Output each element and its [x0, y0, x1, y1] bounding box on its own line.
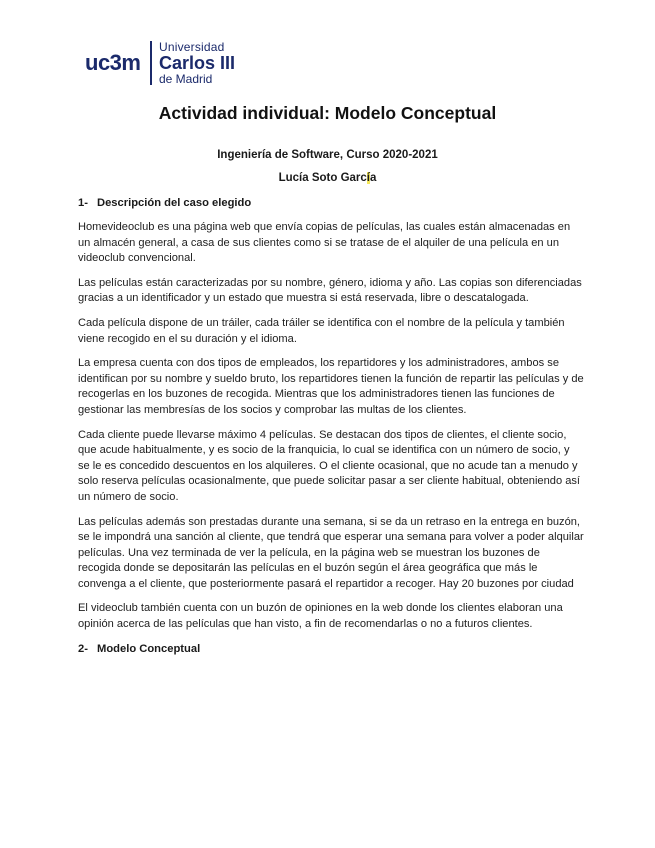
section-number: 2-: [78, 642, 88, 655]
section-conceptual-model: [78, 642, 584, 656]
logo-wordmark: [159, 41, 235, 85]
logo-line-2: Carlos III: [158, 53, 236, 73]
logo-line-3: de Madrid: [158, 72, 213, 86]
section-title: Descripción del caso elegido: [97, 197, 252, 209]
document-subtitle: Ingeniería de Software, Curso 2020-2021: [217, 149, 438, 161]
author-name-part-2: a: [369, 172, 377, 184]
paragraph: Las películas están caracterizadas por su nombre, género, idioma y año. Las copias son diferenciadas gracias a un identificador y un estado que muestra si está reservada, libre o descatalogada.: [78, 276, 582, 305]
paragraph: Cada cliente puede llevarse máximo 4 películas. Se destacan dos tipos de clientes, el cliente socio, que acude habitualmente, y es socio de la franquicia, lo cual se identifica con un número de socio, y se le es concedido descuentos en los alquileres. O el cliente ocasional, que no acude tan a menudo y solo reserva películas ocasionalmente, que puede solicitar pasar a ser cliente habitual, obteniendo así un número de socio.: [78, 428, 580, 503]
logo-line-1: Universidad: [158, 40, 225, 54]
author-name-part-1: Lucía Soto Garc: [278, 172, 367, 184]
document-title: Actividad individual: Modelo Conceptual: [158, 103, 497, 123]
paragraph: Homevideoclub es una página web que envía copias de películas, las cuales están almacenadas en un almacén general, a casa de sus clientes como si se tratase de el alquiler de una película en un videoclub convencional.: [78, 221, 571, 265]
section-number: 1-: [78, 197, 88, 209]
section-heading: [78, 196, 584, 210]
section-description: [78, 196, 584, 633]
highlighted-character: í: [366, 172, 370, 184]
logo-divider: [150, 41, 152, 85]
logo-mark: uc3m: [85, 50, 141, 75]
paragraph: La empresa cuenta con dos tipos de empleados, los repartidores y los administradores, ambos se identifican por su nombre y sueldo bruto, los repartidores tienen la función de repartir las películas y de recogerlas en los buzones de recogida. Mientras que los administradores tienen las funciones de gestionar las membresías de los socios y comprobar las multas de los clientes.: [78, 357, 584, 416]
document-author: [0, 172, 655, 184]
paragraph: El videoclub también cuenta con un buzón de opiniones en la web donde los clientes elaboran una opinión acerca de las películas que han visto, a fin de recomendarlas o no a futuros clientes.: [78, 602, 563, 631]
paragraph: Las películas además son prestadas durante una semana, si se da un retraso en la entrega en buzón, se le impondrá una sanción al cliente, que tendrá que esperar una semana para volver a poder alquilar películas. Una vez terminada de ver la película, en la página web se muestran los buzones de recogida donde se depositarán las películas en el buzón según el área geográfica que más le convenga a el cliente, que posteriormente pasará el repartidor a recoger. Hay 20 buzones por ciudad: [78, 515, 584, 590]
document-body: [78, 196, 584, 666]
section-heading: [78, 642, 584, 656]
section-title: Modelo Conceptual: [97, 642, 201, 655]
university-logo: [85, 40, 235, 86]
paragraph: Cada película dispone de un tráiler, cada tráiler se identifica con el nombre de la película y también viene recogido en el su duración y el idioma.: [78, 316, 565, 345]
